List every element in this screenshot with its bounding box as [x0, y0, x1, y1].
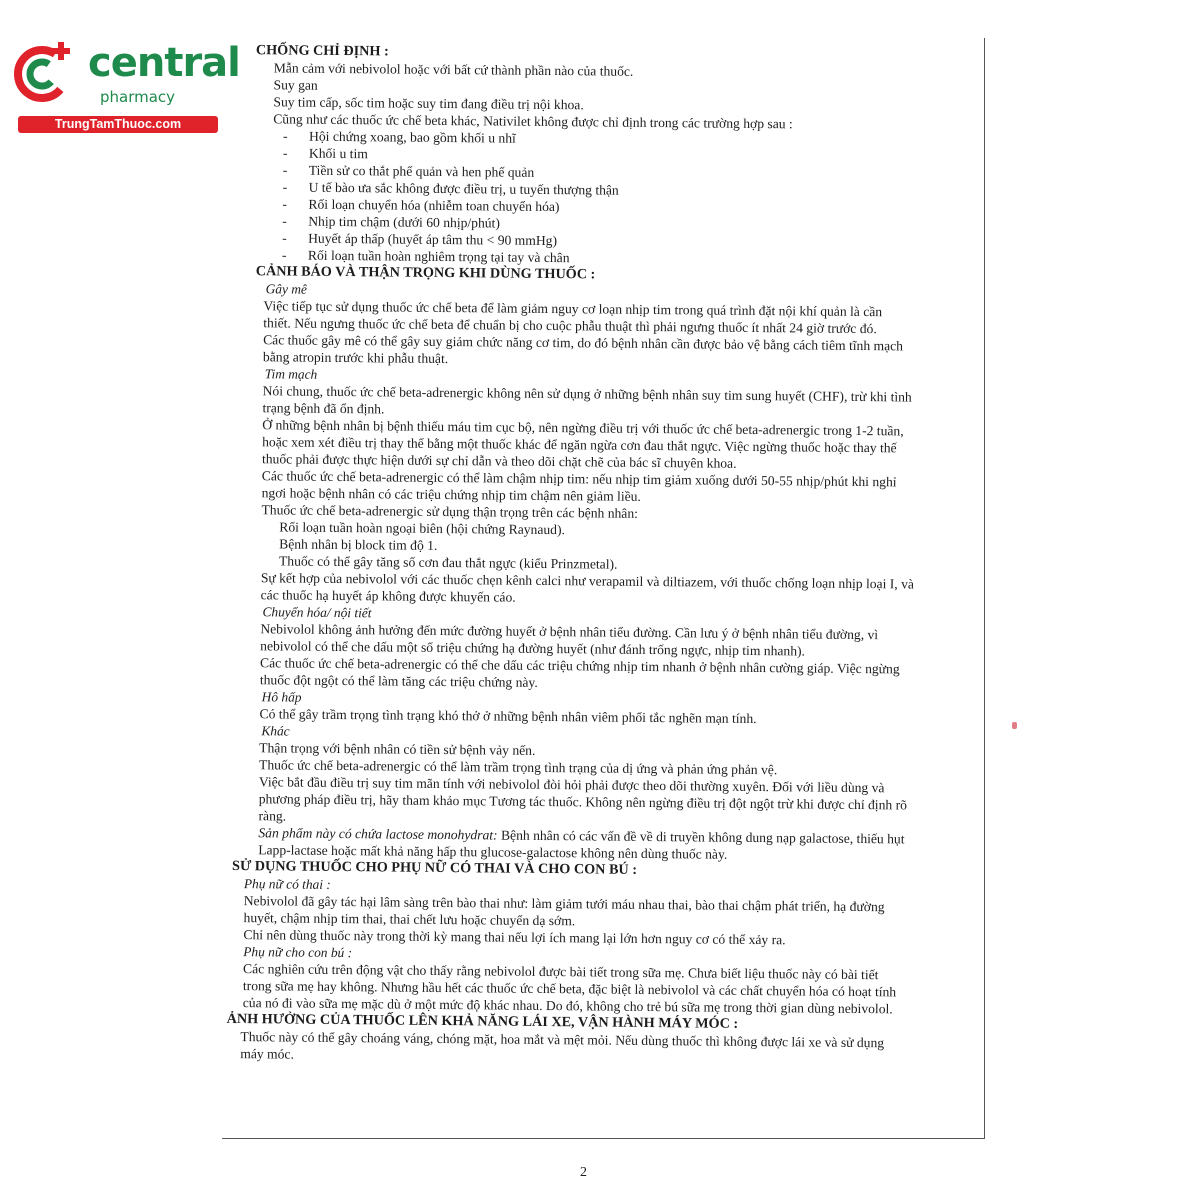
text-line: Cũng như các thuốc ức chế beta khác, Nativilet không được chỉ định trong các trường hợp sau : [273, 111, 793, 132]
subheading-pregnant: Phụ nữ có thai : [243, 876, 331, 892]
text-line: huyết, chậm nhịp tim thai, thai chết lưu hoặc chuyển dạ sớm. [243, 910, 576, 929]
text-line: Việc tiếp tục sử dụng thuốc ức chế beta để làm giảm nguy cơ loạn nhịp tim trong quá trình đặt nội khí quản là cần [263, 298, 883, 320]
list-item: - Khối u tim [282, 145, 368, 162]
text-line: Bệnh nhân bị block tim độ 1. [279, 536, 438, 553]
central-pharmacy-logo[interactable] [10, 38, 240, 138]
text-line: Nebivolol đã gây tác hại lâm sàng trên bào thai như: làm giảm tưới máu nhau thai, bào thai chậm phát triển, hạ đường [243, 893, 885, 915]
subheading-anesthesia: Gây mê [265, 281, 307, 297]
text-line: Ở những bệnh nhân bị bệnh thiếu máu tim cục bộ, nên ngừng điều trị với thuốc ức chế beta-adrenergic trong 1-2 tuần, [262, 417, 904, 439]
warnings-heading: CẢNH BÁO VÀ THẬN TRỌNG KHI DÙNG THUỐC : [255, 263, 596, 283]
subheading-lactation: Phụ nữ cho con bú : [243, 944, 353, 961]
text-line: trạng bệnh đã ổn định. [262, 400, 385, 417]
text-line: của nó đi vào sữa mẹ mặc dù ở một mức độ khác nhau. Do đó, không cho trẻ bú sữa mẹ trong thời gian dùng nebivolol. [242, 995, 893, 1017]
logo-site-url[interactable]: TrungTamThuoc.com [18, 116, 218, 133]
text-line: Chỉ nên dùng thuốc này trong thời kỳ mang thai nếu lợi ích mang lại lớn hơn nguy cơ có thể xảy ra. [243, 927, 786, 948]
text-line: Thuốc ức chế beta-adrenergic có thể làm trầm trọng tình trạng của dị ứng và phản ứng phản vệ. [258, 757, 778, 778]
leaflet-page [226, 42, 996, 1069]
text-line: Lapp-lactase hoặc mất khả năng hấp thu glucose-galactose không nên dùng thuốc này. [258, 842, 728, 862]
text-line: thiết. Nếu ngưng thuốc ức chế beta để chuẩn bị cho cuộc phẫu thuật thì phải ngưng thuốc ít nhất 24 giờ trước đó. [263, 315, 877, 337]
subheading-other: Khác [261, 723, 290, 739]
text-line: thuốc phải được thực hiện dưới sự chỉ dẫn và theo dõi chặt chẽ của bác sĩ chuyên khoa. [261, 451, 737, 471]
subheading-endocrine: Chuyển hóa/ nội tiết [262, 604, 372, 621]
list-item: - Tiền sử co thắt phế quản và hen phế quản [282, 162, 535, 180]
text-line: Nói chung, thuốc ức chế beta-adrenergic không nên sử dụng ở những bệnh nhân suy tim sung huyết (CHF), trừ khi tình [262, 383, 912, 405]
text-line: Việc bắt đầu điều trị suy tim mãn tính với nebivolol đòi hỏi phải được theo dõi thường xuyên. Đối với liều dùng và [258, 774, 885, 796]
text-line: Các thuốc gây mê có thể gây suy giảm chức năng cơ tim, do đó bệnh nhân cần được bảo vệ bằng cách tiêm tĩnh mạch [263, 332, 904, 354]
text-line: Rối loạn tuần hoàn ngoại biên (hội chứng Raynaud). [279, 519, 566, 538]
lactose-note: Sản phẩm này có chứa lactose monohydrat: Bệnh nhân có các vấn đề về di truyền không dung nạp galactose, thiếu hụt [258, 825, 905, 847]
subheading-respiratory: Hô hấp [261, 689, 302, 705]
text-line: ràng. [258, 808, 287, 824]
text-line: Sự kết hợp của nebivolol với các thuốc chẹn kênh calci như verapamil và diltiazem, với thuốc chống loạn nhịp loại I, và [260, 570, 915, 592]
text-line: thuốc đột ngột có thể làm tăng các triệu chứng này. [259, 672, 538, 690]
stray-mark [1012, 722, 1017, 729]
text-line: nebivolol có thể che dấu một số triệu chứng hạ đường huyết (như đánh trống ngực, nhịp tim nhanh). [260, 638, 806, 659]
text-line: trong sữa mẹ hay không. Nhưng hầu hết các thuốc ức chế beta, đặc biệt là nebivolol và các chất chuyển hóa có hoạt tính [242, 978, 897, 1000]
text-line: Thuốc này có thể gây choáng váng, chóng mặt, hoa mắt và mệt mỏi. Nếu dùng thuốc thì không được lái xe và sử dụng [240, 1029, 885, 1051]
pharmacy-cross-icon [12, 38, 80, 106]
text-line: ngơi hoặc bệnh nhân có các triệu chứng nhịp tim chậm nên giảm liều. [261, 485, 641, 504]
text-line: Thuốc ức chế beta-adrenergic sử dụng thận trọng trên các bệnh nhân: [261, 502, 639, 521]
text-line: Các thuốc ức chế beta-adrenergic có thể làm chậm nhịp tim: nếu nhịp tim giảm xuống dưới 50-55 nhịp/phút khi nghỉ [261, 468, 897, 490]
text-line: Thuốc có thể gây tăng số cơn đau thắt ngực (kiểu Prinzmetal). [278, 553, 618, 572]
page-number: 2 [580, 1165, 587, 1180]
pregnancy-heading: SỬ DỤNG THUỐC CHO PHỤ NỮ CÓ THAI VÀ CHO CON BÚ : [232, 858, 638, 878]
logo-subtitle: pharmacy [100, 88, 176, 106]
subheading-cardio: Tim mạch [264, 366, 318, 382]
text-line: máy móc. [240, 1046, 294, 1062]
text-line: Các nghiên cứu trên động vật cho thấy rằng nebivolol được bài tiết trong sữa mẹ. Chưa biết liệu thuốc này có bài tiết [243, 961, 879, 983]
list-item: - Huyết áp thấp (huyết áp tâm thu < 90 mmHg) [282, 230, 558, 249]
text-line: Suy tim cấp, sốc tim hoặc suy tim đang điều trị nội khoa. [273, 94, 584, 113]
text-line: Suy gan [273, 77, 318, 93]
text-line: Thận trọng với bệnh nhân có tiền sử bệnh vảy nến. [259, 740, 536, 758]
contraindications-heading: CHỐNG CHỈ ĐỊNH : [255, 42, 389, 60]
driving-heading: ẢNH HƯỞNG CỦA THUỐC LÊN KHẢ NĂNG LÁI XE, VẬN HÀNH MÁY MÓC : [226, 1010, 739, 1032]
text-line: các thuốc hạ huyết áp không được khuyến cáo. [260, 587, 516, 605]
text-line: hoặc xem xét điều trị thay thế bằng một thuốc khác để ngăn ngừa cơn đau thắt ngực. Việc ngừng thuốc hoặc thay thế [262, 434, 897, 456]
text-line: Có thể gây trầm trọng tình trạng khó thở ở những bệnh nhân viêm phổi tắc nghẽn mạn tính. [259, 706, 757, 727]
text-line: Các thuốc ức chế beta-adrenergic có thể che dấu các triệu chứng nhịp tim nhanh ở bệnh nhân cường giáp. Việc ngừng [259, 655, 900, 677]
list-item: - Rối loạn tuần hoàn nghiêm trọng tại tay và chân [281, 247, 570, 266]
logo-brand: central [88, 40, 240, 86]
list-item: - Hội chứng xoang, bao gồm khối u nhĩ [283, 128, 516, 146]
list-item: - Nhịp tim chậm (dưới 60 nhịp/phút) [282, 213, 500, 231]
text-line: phương pháp điều trị, hãy tham khảo mục Tương tác thuốc. Không nên ngừng điều trị đột ngột trừ khi được chỉ định rõ [258, 791, 908, 813]
text-line: Nebivolol không ảnh hưởng đến mức đường huyết ở bệnh nhân tiểu đường. Cần lưu ý ở bệnh nhân tiểu đường, vì [260, 621, 879, 643]
list-item: - U tế bào ưa sắc không được điều trị, u tuyến thượng thận [282, 179, 619, 198]
list-item: - Rối loạn chuyển hóa (nhiễm toan chuyển hóa) [282, 196, 560, 215]
text-line: Mẫn cảm với nebivolol hoặc với bất cứ thành phần nào của thuốc. [273, 60, 634, 79]
text-line: bằng atropin trước khi phẫu thuật. [262, 349, 449, 367]
